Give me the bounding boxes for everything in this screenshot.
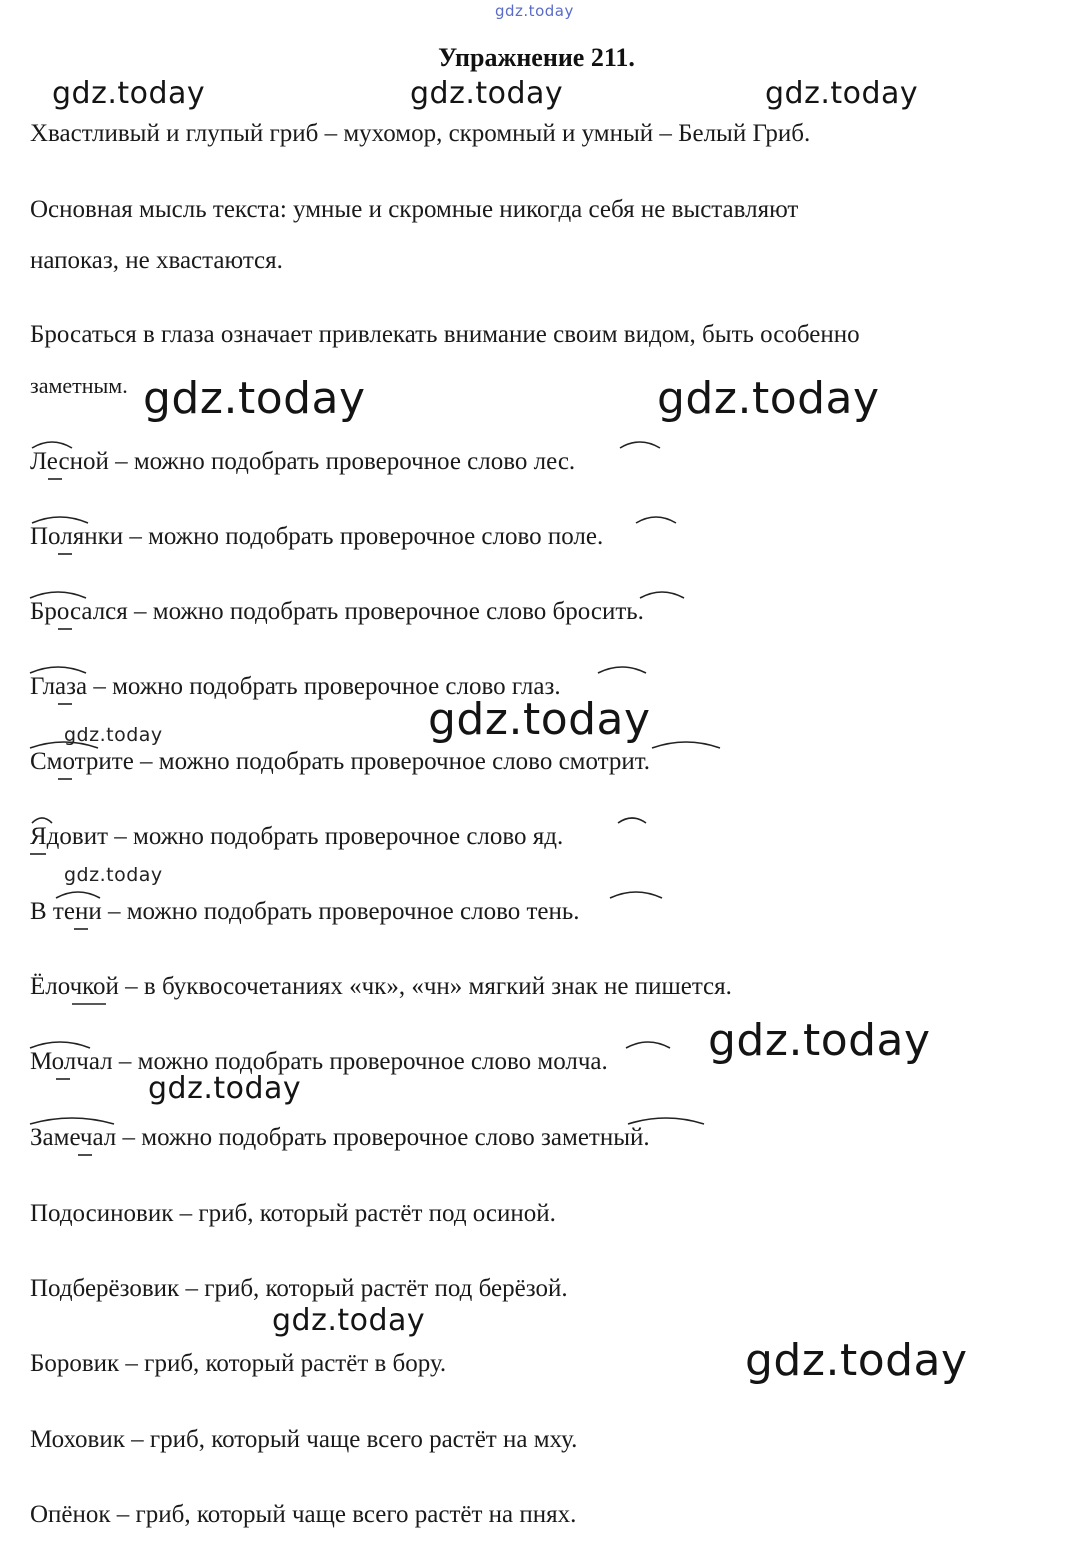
word-analysis-line: Замечал – можно подобрать проверочное слово заметный. [30, 1124, 650, 1151]
root-arc [618, 818, 646, 823]
exercise-title: Упражнение 211. [438, 43, 635, 72]
text-line: Хвастливый и глупый гриб – мухомор, скромный и умный – Белый Гриб. [30, 120, 811, 147]
root-arc [652, 742, 720, 748]
word-analysis-line: Ядовит – можно подобрать проверочное слово яд. [30, 823, 564, 850]
watermark: gdz.today [148, 1071, 302, 1106]
watermark: gdz.today [64, 724, 163, 746]
word-analysis-line: В тени – можно подобрать проверочное слово тень. [30, 898, 580, 925]
watermark: gdz.today [657, 373, 880, 424]
mushroom-definition: Подберёзовик – гриб, который растёт под берёзой. [30, 1275, 568, 1302]
word-analysis-line: Глаза – можно подобрать проверочное слово глаз. [30, 673, 561, 700]
mushroom-definition: Моховик – гриб, который чаще всего растёт на мху. [30, 1426, 578, 1453]
root-arc [610, 892, 662, 898]
word-analysis-line: Бросался – можно подобрать проверочное слово бросить. [30, 598, 644, 625]
mushroom-definition: Подосиновик – гриб, который растёт под осиной. [30, 1200, 556, 1227]
watermark: gdz.today [708, 1015, 931, 1066]
text-line: Основная мысль текста: умные и скромные никогда себя не выставляют [30, 196, 799, 223]
watermark: gdz.today [64, 864, 163, 886]
word-analysis-line: Лесной – можно подобрать проверочное слово лес. [30, 448, 576, 475]
word-analysis-line: Молчал – можно подобрать проверочное слово молча. [30, 1048, 608, 1075]
word-analysis-line: Смотрите – можно подобрать проверочное слово смотрит. [30, 748, 651, 775]
word-analysis-line: Ёлочкой – в буквосочетаниях «чк», «чн» мягкий знак не пишется. [30, 973, 732, 1000]
root-arc [598, 667, 646, 673]
watermark-top: gdz.today [495, 2, 574, 20]
mushroom-definition: Опёнок – гриб, который чаще всего растёт на пнях. [30, 1501, 577, 1528]
word-analysis-line: Полянки – можно подобрать проверочное слово поле. [30, 523, 604, 550]
watermark: gdz.today [410, 76, 564, 111]
mushroom-definition: Боровик – гриб, который растёт в бору. [30, 1350, 447, 1377]
text-line: заметным. [30, 373, 128, 398]
watermark: gdz.today [765, 76, 919, 111]
watermark: gdz.today [52, 76, 206, 111]
root-arc [640, 592, 684, 598]
text-line: Бросаться в глаза означает привлекать внимание своим видом, быть особенно [30, 321, 860, 348]
root-arc [636, 517, 676, 523]
watermark: gdz.today [143, 373, 366, 424]
watermark: gdz.today [428, 694, 651, 745]
text-line: напоказ, не хвастаются. [30, 247, 283, 274]
watermark: gdz.today [272, 1303, 426, 1338]
watermark: gdz.today [745, 1335, 968, 1386]
root-arc [620, 442, 660, 448]
root-arc [626, 1042, 670, 1048]
